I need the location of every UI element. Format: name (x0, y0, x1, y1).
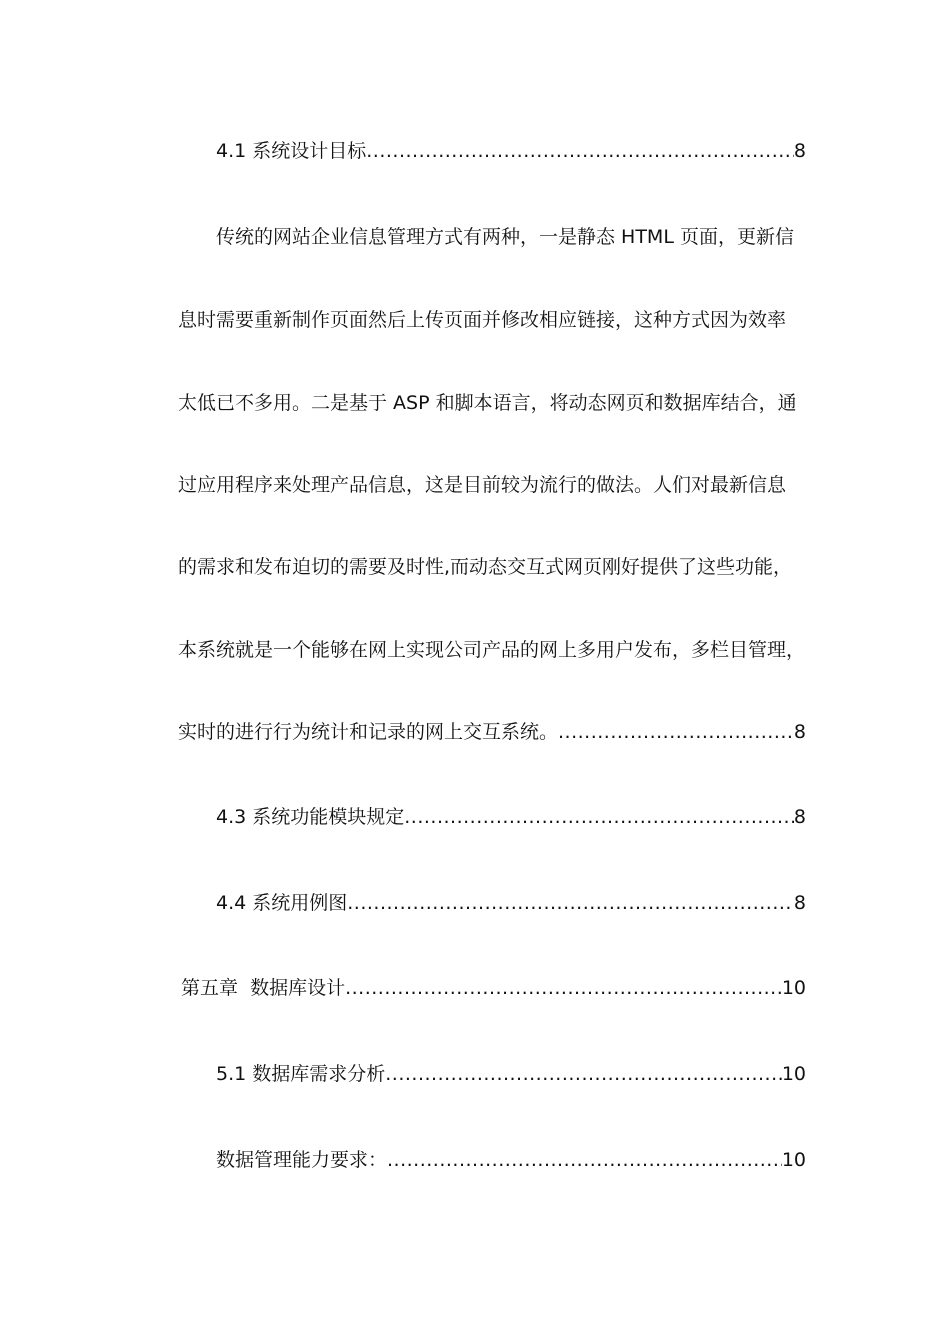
toc-entry-label: 实时的进行行为统计和记录的网上交互系统。 (178, 721, 559, 743)
toc-page-number: 10 (781, 1149, 806, 1171)
toc-dot-leader (387, 1146, 782, 1174)
toc-entry-4-4[interactable] (216, 889, 806, 917)
paragraph-line-6: 本系统就是一个能够在网上实现公司产品的网上多用户发布，多栏目管理， (178, 639, 806, 661)
toc-page-number: 10 (781, 977, 806, 999)
toc-entry-label: 数据管理能力要求： (216, 1149, 388, 1171)
paragraph-line-4: 过应用程序来处理产品信息，这是目前较为流行的做法。人们对最新信息 (178, 474, 787, 496)
toc-dot-leader (385, 1060, 782, 1088)
paragraph-line-3: 太低已不多用。二是基于 ASP 和脚本语言，将动态网页和数据库结合，通 (178, 392, 797, 414)
toc-dot-leader (558, 718, 794, 746)
toc-entry-data-management[interactable] (216, 1146, 806, 1174)
toc-entry-label: 5.1 数据库需求分析 (216, 1063, 386, 1085)
paragraph-line-2: 息时需要重新制作页面然后上传页面并修改相应链接，这种方式因为效率 (178, 309, 787, 331)
toc-chapter-label: 第五章 数据库设计 (181, 977, 346, 999)
toc-entry-label: 4.1 系统设计目标 (216, 140, 367, 162)
toc-dot-leader (347, 889, 794, 917)
toc-entry-4-1[interactable] (216, 137, 806, 165)
toc-dot-leader (366, 137, 794, 165)
toc-chapter-5[interactable] (181, 974, 806, 1002)
toc-dot-leader (404, 803, 794, 831)
toc-entry-label: 4.3 系统功能模块规定 (216, 806, 405, 828)
toc-entry-4-3[interactable] (216, 803, 806, 831)
paragraph-line-5: 的需求和发布迫切的需要及时性,而动态交互式网页刚好提供了这些功能， (178, 556, 793, 578)
toc-entry-5-1[interactable] (216, 1060, 806, 1088)
toc-entry-label: 4.4 系统用例图 (216, 892, 348, 914)
toc-dot-leader (345, 974, 782, 1002)
toc-page-number: 10 (781, 1063, 806, 1085)
toc-page-number: 8 (793, 806, 806, 828)
toc-page-number: 8 (793, 721, 806, 743)
paragraph-line-1: 传统的网站企业信息管理方式有两种，一是静态 HTML 页面，更新信 (216, 226, 794, 248)
toc-entry-paragraph-end[interactable] (178, 718, 806, 746)
toc-page-number: 8 (793, 892, 806, 914)
toc-page-number: 8 (793, 140, 806, 162)
